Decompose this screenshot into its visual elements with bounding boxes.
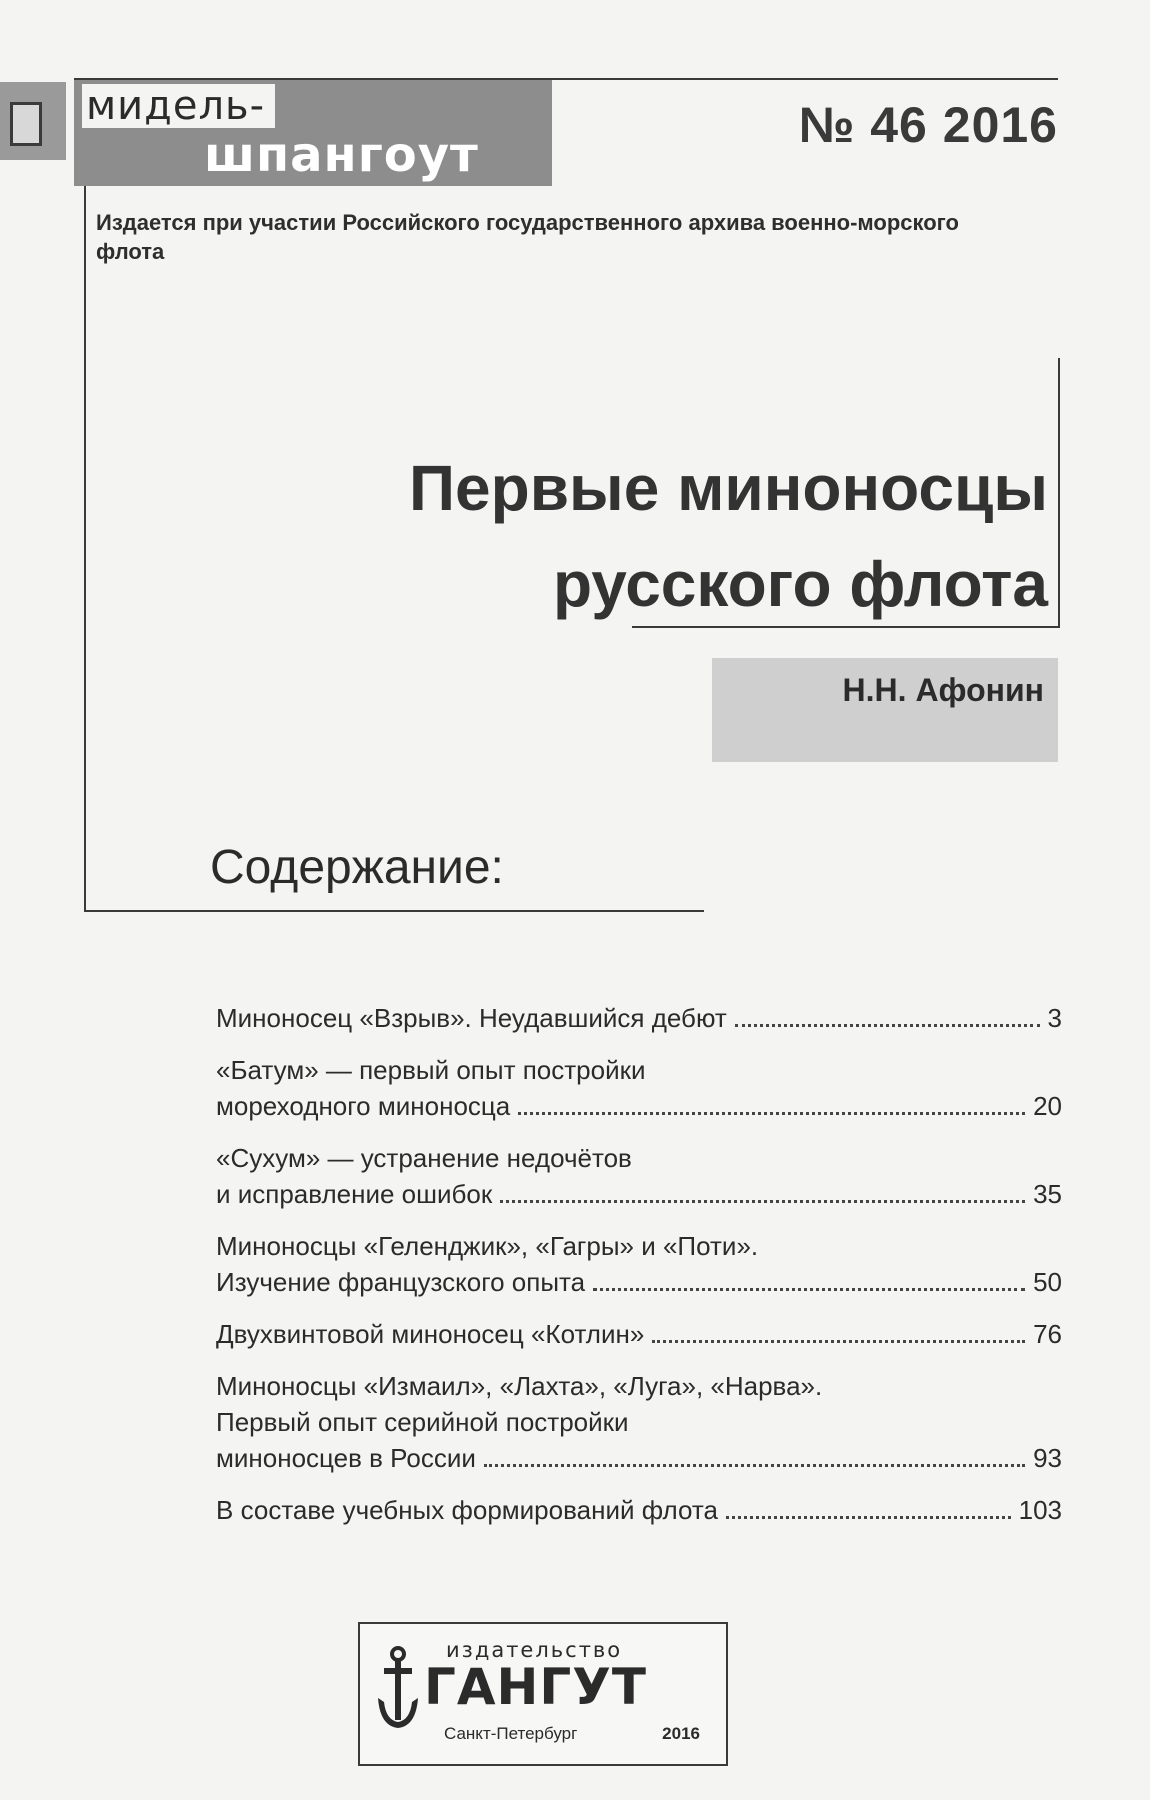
frame-rule-bottom bbox=[84, 910, 704, 912]
book-title bbox=[188, 440, 1048, 632]
toc-entry-title: миноносцев в России bbox=[216, 1443, 476, 1473]
toc-entry bbox=[216, 1140, 1062, 1212]
toc-entry-title: мореходного миноносца bbox=[216, 1091, 511, 1121]
magazine-logo-line2: шпангоут bbox=[204, 127, 479, 183]
toc-page-number: 50 bbox=[1033, 1267, 1062, 1297]
toc-page-number: 103 bbox=[1018, 1495, 1062, 1525]
toc-entry bbox=[216, 1000, 1062, 1036]
title-rule-vertical bbox=[1058, 358, 1060, 628]
toc-entry-line: Миноносцы «Геленджик», «Гагры» и «Поти». bbox=[216, 1231, 759, 1261]
toc-page-number: 93 bbox=[1033, 1443, 1062, 1473]
toc-leader-dots bbox=[518, 1112, 1025, 1115]
table-of-contents bbox=[216, 1000, 1062, 1544]
toc-entry-last-line bbox=[216, 1176, 1062, 1212]
toc-entry-last-line bbox=[216, 1316, 1062, 1352]
toc-entry bbox=[216, 1052, 1062, 1124]
toc-leader-dots bbox=[593, 1288, 1025, 1291]
toc-entry bbox=[216, 1368, 1062, 1476]
publisher-year: 2016 bbox=[662, 1724, 700, 1743]
toc-entry-line: «Батум» — первый опыт постройки bbox=[216, 1055, 646, 1085]
contents-heading: Содержание: bbox=[210, 841, 504, 894]
toc-entry-last-line bbox=[216, 1088, 1062, 1124]
publisher-logo bbox=[358, 1622, 728, 1766]
publisher-city: Санкт-Петербург bbox=[444, 1724, 578, 1743]
toc-entry-line: Первый опыт серийной постройки bbox=[216, 1407, 629, 1437]
magazine-logo bbox=[74, 80, 552, 186]
toc-entry-title: Изучение французского опыта bbox=[216, 1267, 586, 1297]
toc-entry bbox=[216, 1316, 1062, 1352]
toc-entry-last-line bbox=[216, 1492, 1062, 1528]
book-title-line1: Первые миноносцы bbox=[409, 452, 1048, 524]
toc-page-number: 3 bbox=[1047, 1003, 1062, 1033]
toc-entry-title: Двухвинтовой миноносец «Котлин» bbox=[216, 1319, 645, 1349]
toc-entry bbox=[216, 1492, 1062, 1528]
toc-leader-dots bbox=[484, 1464, 1025, 1467]
toc-entry-last-line bbox=[216, 1000, 1062, 1036]
toc-entry-last-line bbox=[216, 1440, 1062, 1476]
toc-leader-dots bbox=[652, 1340, 1025, 1343]
book-title-line2: русского флота bbox=[552, 548, 1048, 620]
publisher-name: ГАНГУТ bbox=[424, 1658, 647, 1716]
toc-leader-dots bbox=[726, 1516, 1011, 1519]
toc-entry-line: «Сухум» — устранение недочётов bbox=[216, 1143, 632, 1173]
toc-leader-dots bbox=[500, 1200, 1025, 1203]
toc-entry-title: Миноносец «Взрыв». Неудавшийся дебют bbox=[216, 1003, 727, 1033]
toc-entry-title: В составе учебных формирований флота bbox=[216, 1495, 718, 1525]
frame-rule-left bbox=[84, 78, 86, 912]
publisher-label: издательство bbox=[446, 1638, 623, 1662]
toc-entry-line: Миноносцы «Измаил», «Лахта», «Луга», «Нарва». bbox=[216, 1371, 823, 1401]
toc-page-number: 20 bbox=[1033, 1091, 1062, 1121]
anchor-icon bbox=[376, 1646, 420, 1732]
author-name: Н.Н. Афонин bbox=[842, 672, 1044, 708]
toc-leader-dots bbox=[735, 1024, 1040, 1027]
toc-page-number: 35 bbox=[1033, 1179, 1062, 1209]
toc-page-number: 76 bbox=[1033, 1319, 1062, 1349]
author-box bbox=[712, 658, 1058, 762]
issue-number: № 46 2016 bbox=[798, 97, 1058, 153]
toc-entry bbox=[216, 1228, 1062, 1300]
toc-entry-last-line bbox=[216, 1264, 1062, 1300]
publisher-note: Издается при участии Российского государственного архива военно-морского флота bbox=[96, 210, 959, 264]
edge-mark-icon bbox=[0, 82, 66, 160]
magazine-logo-line1: мидель- bbox=[82, 84, 275, 128]
toc-entry-title: и исправление ошибок bbox=[216, 1179, 493, 1209]
